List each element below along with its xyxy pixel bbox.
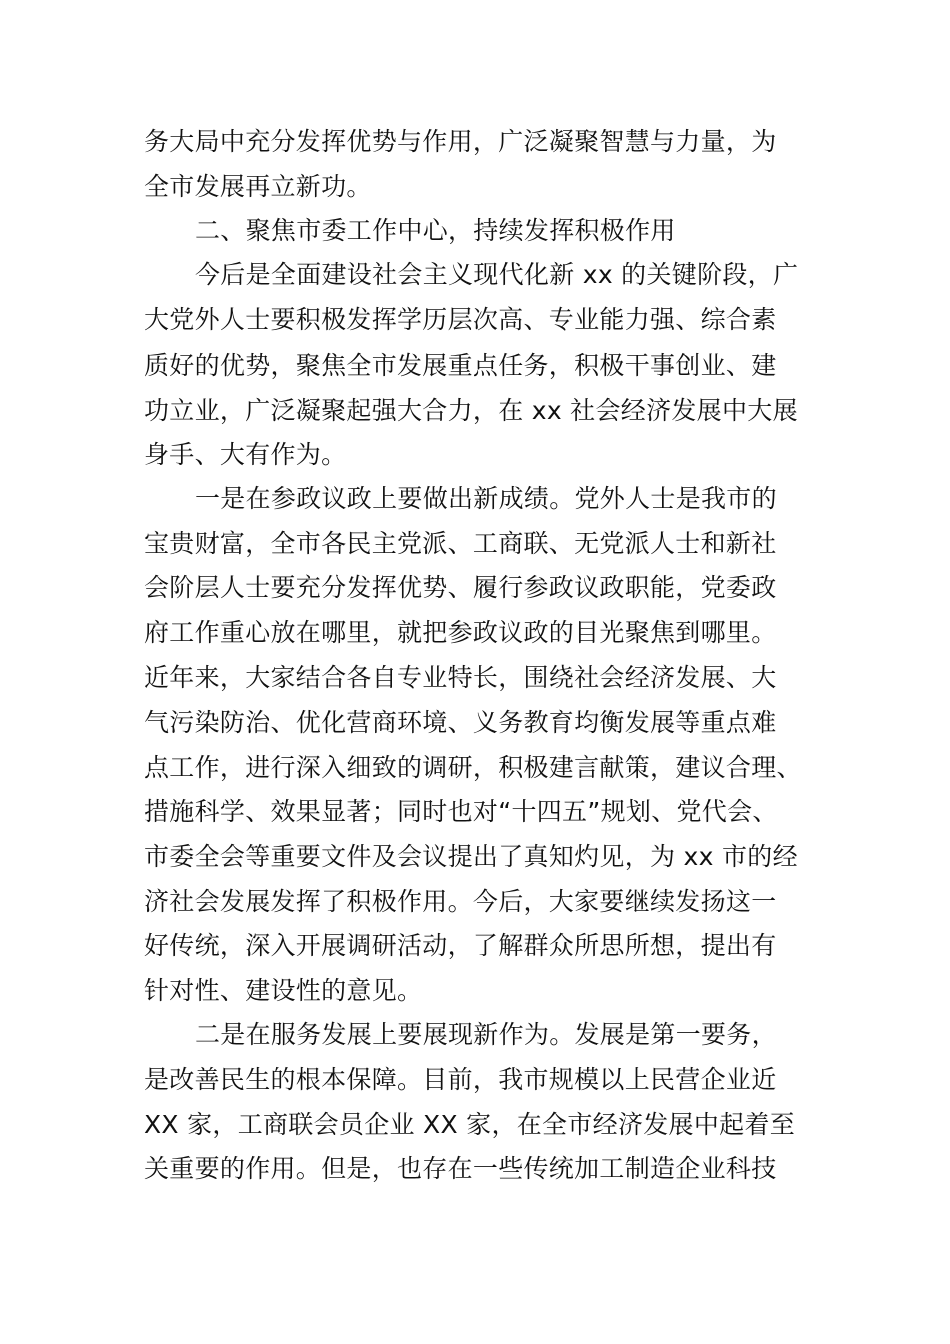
text-line: 好传统，深入开展调研活动，了解群众所思所想，提出有 (144, 931, 777, 960)
text-line: 二是在服务发展上要展现新作为。发展是第一要务， (195, 1020, 777, 1049)
text-line: 是改善民生的根本保障。目前，我市规模以上民营企业近 (144, 1065, 777, 1094)
text-line: 近年来，大家结合各自专业特长，围绕社会经济发展、大 (144, 663, 777, 692)
text-line: 济社会发展发挥了积极作用。今后，大家要继续发扬这一 (144, 887, 777, 916)
text-line: 今后是全面建设社会主义现代化新 xx 的关键阶段，广 (195, 260, 799, 289)
text-line: 务大局中充分发挥优势与作用，广泛凝聚智慧与力量，为 (144, 127, 777, 156)
text-line: 一是在参政议政上要做出新成绩。党外人士是我市的 (195, 484, 777, 513)
section-heading: 二、聚焦市委工作中心，持续发挥积极作用 (195, 216, 676, 245)
text-line: 针对性、建设性的意见。 (144, 976, 423, 1005)
text-line: 宝贵财富，全市各民主党派、工商联、无党派人士和新社 (144, 529, 777, 558)
text-line: 气污染防治、优化营商环境、义务教育均衡发展等重点难 (144, 708, 777, 737)
text-line: 全市发展再立新功。 (144, 172, 372, 201)
text-line: 市委全会等重要文件及会议提出了真知灼见，为 xx 市的经 (144, 842, 798, 871)
text-line: XX 家，工商联会员企业 XX 家，在全市经济发展中起着至 (144, 1110, 796, 1139)
text-line: 点工作，进行深入细致的调研，积极建言献策，建议合理、 (144, 753, 802, 782)
text-line: 府工作重心放在哪里，就把参政议政的目光聚焦到哪里。 (144, 618, 777, 647)
text-line: 质好的优势，聚焦全市发展重点任务，积极干事创业、建 (144, 351, 777, 380)
text-line: 身手、大有作为。 (144, 440, 347, 469)
text-line: 功立业，广泛凝聚起强大合力，在 xx 社会经济发展中大展 (144, 396, 798, 425)
text-line: 会阶层人士要充分发挥优势、履行参政议政职能，党委政 (144, 573, 777, 602)
text-line: 大党外人士要积极发挥学历层次高、专业能力强、综合素 (144, 305, 777, 334)
text-line: 关重要的作用。但是，也存在一些传统加工制造企业科技 (144, 1154, 777, 1183)
text-line: 措施科学、效果显著；同时也对“十四五”规划、党代会、 (144, 797, 778, 826)
